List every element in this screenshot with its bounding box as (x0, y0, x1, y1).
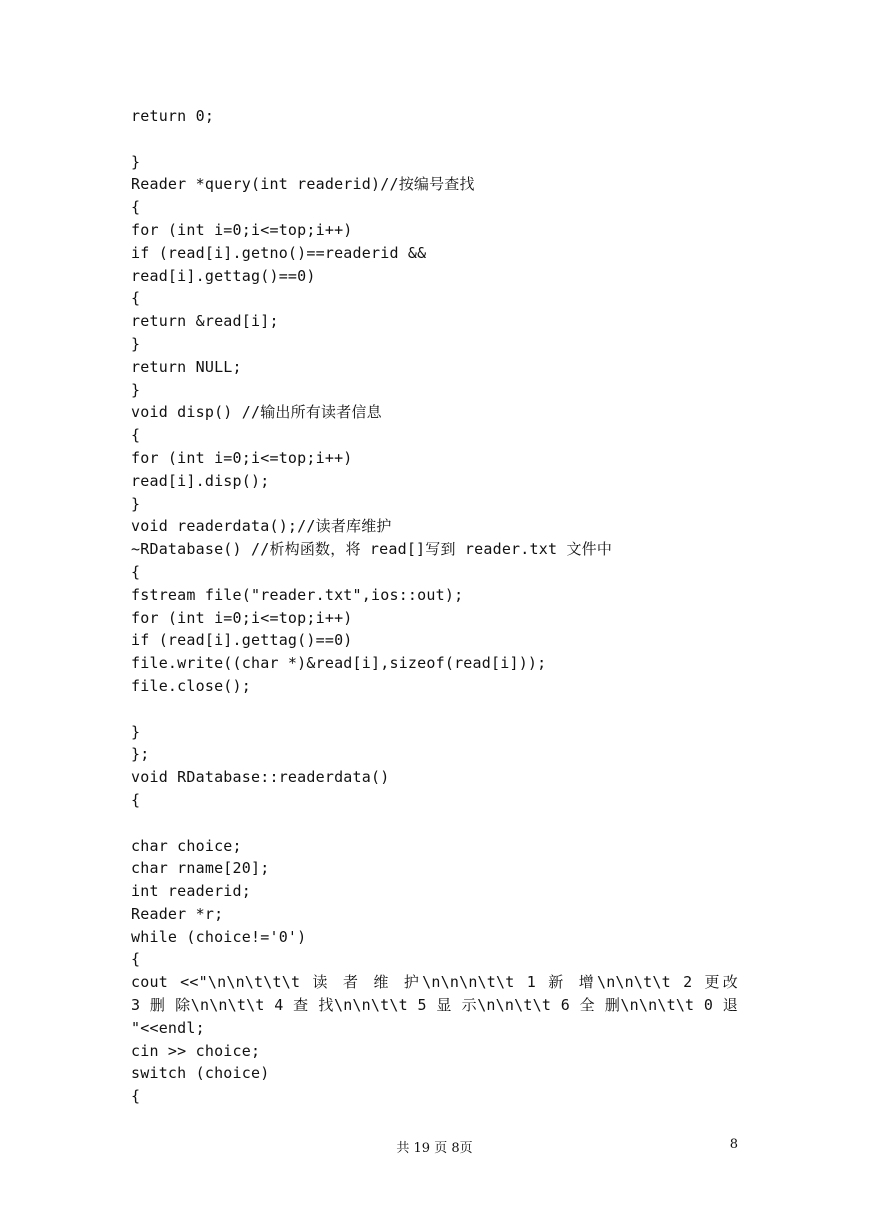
code-line: cin >> choice; (131, 1041, 261, 1060)
code-line: { (131, 790, 141, 809)
code-line: Reader *query(int readerid)//按编号查找 (131, 175, 475, 194)
code-line: if (read[i].getno()==readerid && (131, 243, 427, 262)
code-line: } (131, 334, 141, 353)
code-line: return NULL; (131, 357, 242, 376)
code-line: }; (131, 745, 150, 764)
code-line: 3 删 除\n\n\t\t 4 查 找\n\n\t\t 5 显 示\n\n\t\t 6 全 删\n\n\t\t 0 退 (131, 996, 738, 1015)
footer-page-info: 共 19 页 8页 (396, 1141, 473, 1156)
code-line: for (int i=0;i<=top;i++) (131, 448, 353, 467)
code-line: fstream file("reader.txt",ios::out); (131, 585, 464, 604)
code-line: { (131, 1087, 141, 1106)
code-line: { (131, 562, 141, 581)
code-line: return 0; (131, 107, 215, 125)
code-line: return &read[i]; (131, 312, 279, 331)
code-line: file.close(); (131, 676, 251, 695)
code-line: { (131, 198, 141, 217)
code-line: void readerdata();//读者库维护 (131, 517, 392, 536)
code-line: ~RDatabase() //析构函数，将 read[]写到 reader.txt 文件中 (131, 540, 613, 559)
code-line: { (131, 289, 141, 308)
code-line: read[i].disp(); (131, 471, 270, 490)
code-line: for (int i=0;i<=top;i++) (131, 608, 353, 627)
code-line (131, 128, 738, 151)
code-line: { (131, 426, 141, 445)
code-line: "<<endl; (131, 1018, 205, 1037)
code-line: Reader *r; (131, 904, 224, 923)
code-line (131, 812, 738, 835)
code-line: } (131, 380, 141, 399)
code-line: switch (choice) (131, 1064, 270, 1083)
code-line: if (read[i].gettag()==0) (131, 631, 353, 650)
code-line: } (131, 722, 141, 741)
code-line: int readerid; (131, 882, 251, 901)
code-line: } (131, 152, 141, 171)
code-line: char choice; (131, 836, 242, 855)
code-line: cout <<"\n\n\t\t\t 读 者 维 护\n\n\n\t\t 1 新 增\n\n\t\t 2 更改 (131, 973, 738, 992)
code-line: char rname[20]; (131, 859, 270, 878)
code-line: file.write((char *)&read[i],sizeof(read[i])); (131, 654, 547, 673)
code-line (131, 698, 738, 721)
code-block (131, 105, 738, 1108)
code-line: read[i].gettag()==0) (131, 266, 316, 285)
code-line: void disp() //输出所有读者信息 (131, 403, 382, 422)
code-line: { (131, 950, 141, 969)
code-line: } (131, 494, 141, 513)
footer-page-number: 8 (729, 1137, 738, 1152)
code-line: while (choice!='0') (131, 927, 307, 946)
code-line: void RDatabase::readerdata() (131, 768, 390, 787)
code-line: for (int i=0;i<=top;i++) (131, 220, 353, 239)
